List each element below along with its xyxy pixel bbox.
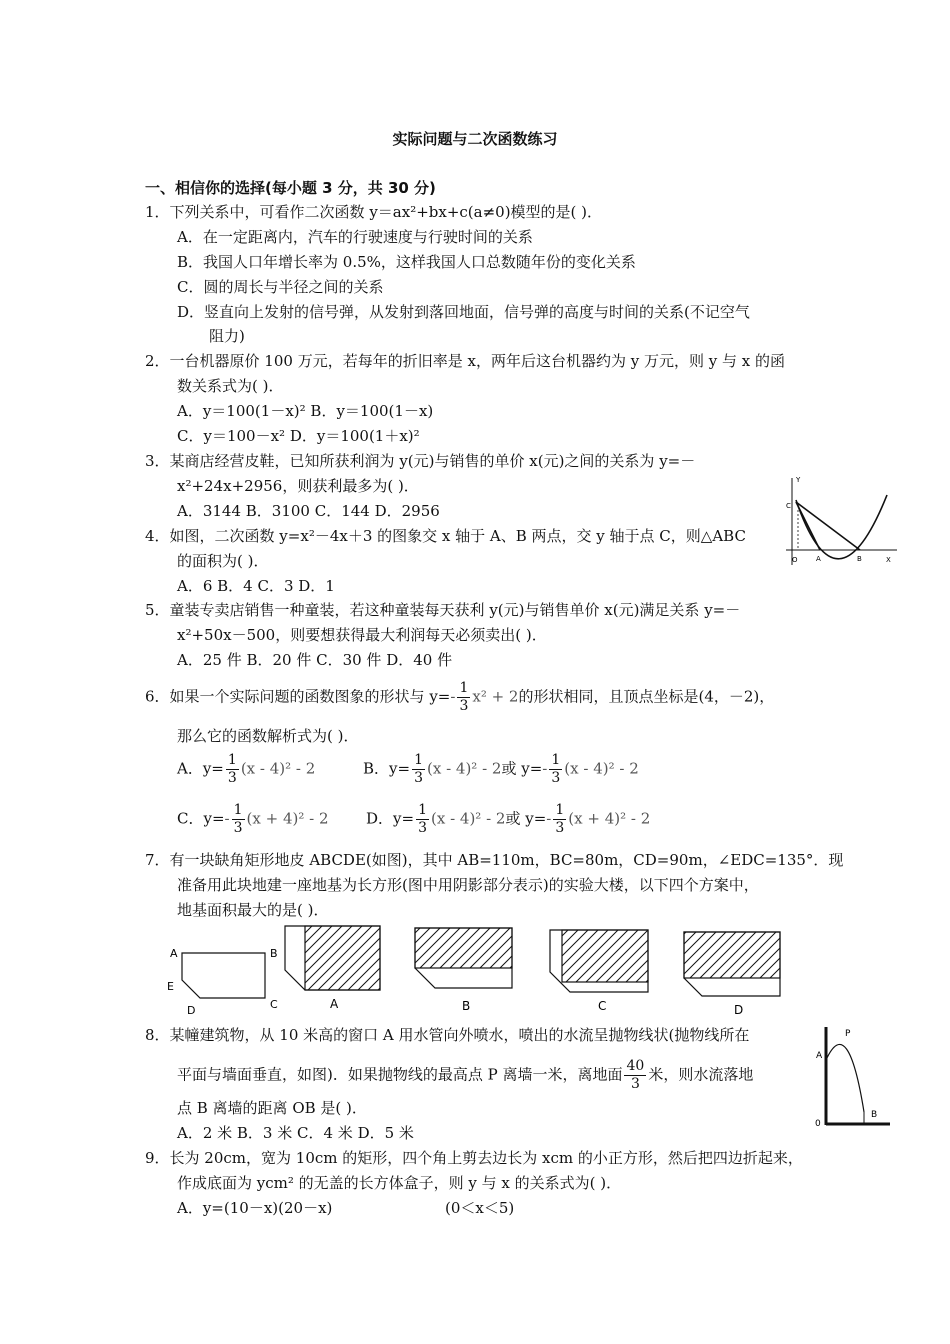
frac-den: 3: [630, 1076, 640, 1092]
frac-den: 3: [227, 770, 237, 786]
q6a-tail: (x - 4)² - 2: [240, 759, 316, 778]
q8-fig-b-label: B: [871, 1110, 878, 1120]
q6-frac: [457, 680, 470, 715]
q6b-neg: -: [542, 759, 548, 778]
q6c-tail: (x + 4)² - 2: [246, 809, 329, 828]
q9-range: (0＜x＜5): [445, 1199, 515, 1217]
q8-stem: 8．某幢建筑物，从 10 米高的窗口 A 用水管向外喷水，喷出的水流呈抛物线状(抛物线所在: [145, 1026, 750, 1044]
q1-option-c: C．圆的周长与半径之间的关系: [177, 278, 384, 296]
q6b-frac: [412, 752, 425, 787]
q3-options: A．3144 B．3100 C．144 D．2956: [177, 502, 440, 520]
q6b-or: 或 y=: [501, 759, 543, 778]
q7-option-a-label: A: [330, 997, 339, 1011]
q7-option-a-figure: [285, 926, 380, 1011]
q7-option-d-figure: [684, 932, 780, 1017]
q6-stem-b: 的形状相同，且顶点坐标是(4，－2)，: [518, 687, 775, 706]
q4-fig-x-label: X: [886, 556, 891, 564]
q6-neg: -: [450, 687, 456, 706]
frac-num: 1: [555, 802, 565, 818]
frac-num: 1: [227, 752, 237, 768]
frac-num: 1: [418, 802, 427, 818]
q6b-tail: (x - 4)² - 2: [427, 759, 502, 778]
q6a-frac: [226, 752, 239, 787]
frac-den: 3: [551, 770, 561, 786]
q4-fig-o-label: O: [792, 556, 798, 564]
q1-option-a: A．在一定距离内，汽车的行驶速度与行驶时间的关系: [177, 228, 533, 246]
q9-stem-cont: 作成底面为 ycm² 的无盖的长方体盒子，则 y 与 x 的关系式为( )．: [177, 1174, 622, 1192]
q9-option-a: A．y=(10－x)(20－x): [177, 1199, 333, 1217]
q6-stem: [145, 680, 774, 715]
frac-num: 1: [551, 752, 561, 768]
q7-label-a: A: [170, 947, 178, 960]
frac-den: 3: [555, 820, 565, 836]
frac-den: 3: [418, 820, 427, 836]
q1-option-d-cont: 阻力): [209, 327, 245, 345]
q5-stem: 5．童装专卖店销售一种童装，若这种童装每天获利 y(元)与销售单价 x(元)满足关系 y=－: [145, 601, 741, 619]
q7-label-c: C: [270, 998, 278, 1011]
q6b-pre: B．y=: [363, 759, 411, 778]
q4-options: A．6 B．4 C．3 D．1: [177, 577, 335, 595]
q7-option-b-label: B: [462, 999, 471, 1013]
q7-figures: [160, 918, 800, 1018]
q5-options: A．25 件 B．20 件 C．30 件 D．40 件: [177, 651, 453, 669]
q8-stem-cont2: 点 B 离墙的距离 OB 是( )．: [177, 1099, 367, 1117]
page-title: 实际问题与二次函数练习: [392, 130, 558, 148]
q6c-neg: -: [224, 809, 230, 828]
q2-stem-cont: 数关系式为( )．: [177, 377, 284, 395]
frac-num: 1: [233, 802, 243, 818]
q3-stem: 3．某商店经营皮鞋，已知所获利润为 y(元)与销售的单价 x(元)之间的关系为 y=－: [145, 452, 696, 470]
q6b-tail2: (x - 4)² - 2: [564, 759, 639, 778]
q9-stem: 9．长为 20cm，宽为 10cm 的矩形，四个角上剪去边长为 xcm 的小正方形，然后把四边折起来，: [145, 1149, 803, 1167]
q1-option-d: D．竖直向上发射的信号弹，从发射到落回地面，信号弹的高度与时间的关系(不记空气: [177, 303, 750, 321]
q6-option-a: [177, 752, 315, 787]
q6a-pre: A．y=: [177, 759, 224, 778]
q4-fig-a-label: A: [816, 555, 821, 563]
frac-den: 3: [459, 698, 469, 714]
q7-label-d: D: [187, 1004, 196, 1017]
q7-option-b-figure: [415, 928, 512, 1013]
q7-plot-original: [167, 947, 278, 1017]
q6-stem-a: 6．如果一个实际问题的函数图象的形状与 y=: [145, 687, 451, 706]
q2-stem: 2．一台机器原价 100 万元，若每年的折旧率是 x，两年后这台机器约为 y 万元，则 y 与 x 的函: [145, 352, 785, 370]
q6-stem-cont: 那么它的函数解析式为( )．: [177, 727, 359, 745]
q8-stem-cont: [177, 1058, 753, 1093]
q6-option-b: [363, 752, 639, 787]
q8-fig-a-label: A: [816, 1051, 823, 1061]
q4-fig-c-label: C: [786, 502, 791, 510]
q8-frac: [624, 1058, 646, 1093]
q6-option-d: [366, 802, 650, 837]
q7-label-e: E: [167, 980, 174, 993]
q2-options-cd: C．y＝100－x² D．y＝100(1＋x)²: [177, 427, 420, 445]
frac-den: 3: [414, 770, 423, 786]
frac-num: 1: [414, 752, 423, 768]
q8-fig-o-label: 0: [815, 1119, 821, 1129]
q7-label-b: B: [270, 947, 278, 960]
q6d-frac: [416, 802, 429, 837]
q6-x2p2: x² + 2: [472, 687, 519, 706]
q6d-tail: (x - 4)² - 2: [431, 809, 506, 828]
q4-parabola-figure: [782, 470, 902, 570]
frac-num: 1: [459, 680, 469, 696]
q8-water-jet-figure: [812, 1022, 897, 1132]
q1-stem: 1．下列关系中，可看作二次函数 y＝ax²+bx+c(a≠0)模型的是( )．: [145, 203, 603, 221]
q4-fig-y-label: Y: [796, 476, 801, 484]
q6b-frac2: [549, 752, 562, 787]
q7-stem-cont2: 地基面积最大的是( )．: [177, 901, 329, 919]
q3-stem-cont: x²+24x+2956，则获利最多为( )．: [177, 477, 419, 495]
q2-options-ab: A．y＝100(1－x)² B．y＝100(1－x): [177, 402, 434, 420]
q7-option-d-label: D: [734, 1003, 744, 1017]
section-heading: 一、相信你的选择(每小题 3 分，共 30 分): [145, 179, 436, 197]
q8-stem2a: 平面与墙面垂直，如图)．如果抛物线的最高点 P 离墙一米，离地面: [177, 1065, 623, 1084]
q8-options: A．2 米 B．3 米 C．4 米 D．5 米: [177, 1124, 414, 1142]
q7-stem-cont: 准备用此块地建一座地基为长方形(图中用阴影部分表示)的实验大楼，以下四个方案中，: [177, 876, 759, 894]
q8-fig-p-label: P: [845, 1029, 851, 1039]
frac-den: 3: [233, 820, 243, 836]
q6d-or: 或 y=: [505, 809, 547, 828]
q7-option-c-figure: [550, 930, 648, 1013]
q4-fig-b-label: B: [857, 555, 862, 563]
q6d-tail2: (x + 4)² - 2: [568, 809, 651, 828]
q7-option-c-label: C: [598, 999, 607, 1013]
q6c-frac: [232, 802, 245, 837]
q6d-pre: D．y=: [366, 809, 415, 828]
q1-option-b: B．我国人口年增长率为 0.5%，这样我国人口总数随年份的变化关系: [177, 253, 636, 271]
q4-stem-cont: 的面积为( )．: [177, 552, 269, 570]
q6c-pre: C．y=: [177, 809, 225, 828]
q6d-neg: -: [546, 809, 552, 828]
q8-stem2b: 米，则水流落地: [648, 1065, 754, 1084]
q6-option-c: [177, 802, 329, 837]
q4-stem: 4．如图，二次函数 y=x²－4x＋3 的图象交 x 轴于 A、B 两点，交 y 轴于点 C，则△ABC: [145, 527, 746, 545]
q5-stem-cont: x²+50x－500，则要想获得最大利润每天必须卖出( )．: [177, 626, 547, 644]
q7-stem: 7．有一块缺角矩形地皮 ABCDE(如图)，其中 AB=110m，BC=80m，CD=90m，∠EDC=135°．现: [145, 851, 844, 869]
q6d-frac2: [553, 802, 566, 837]
frac-num: 40: [626, 1058, 645, 1074]
